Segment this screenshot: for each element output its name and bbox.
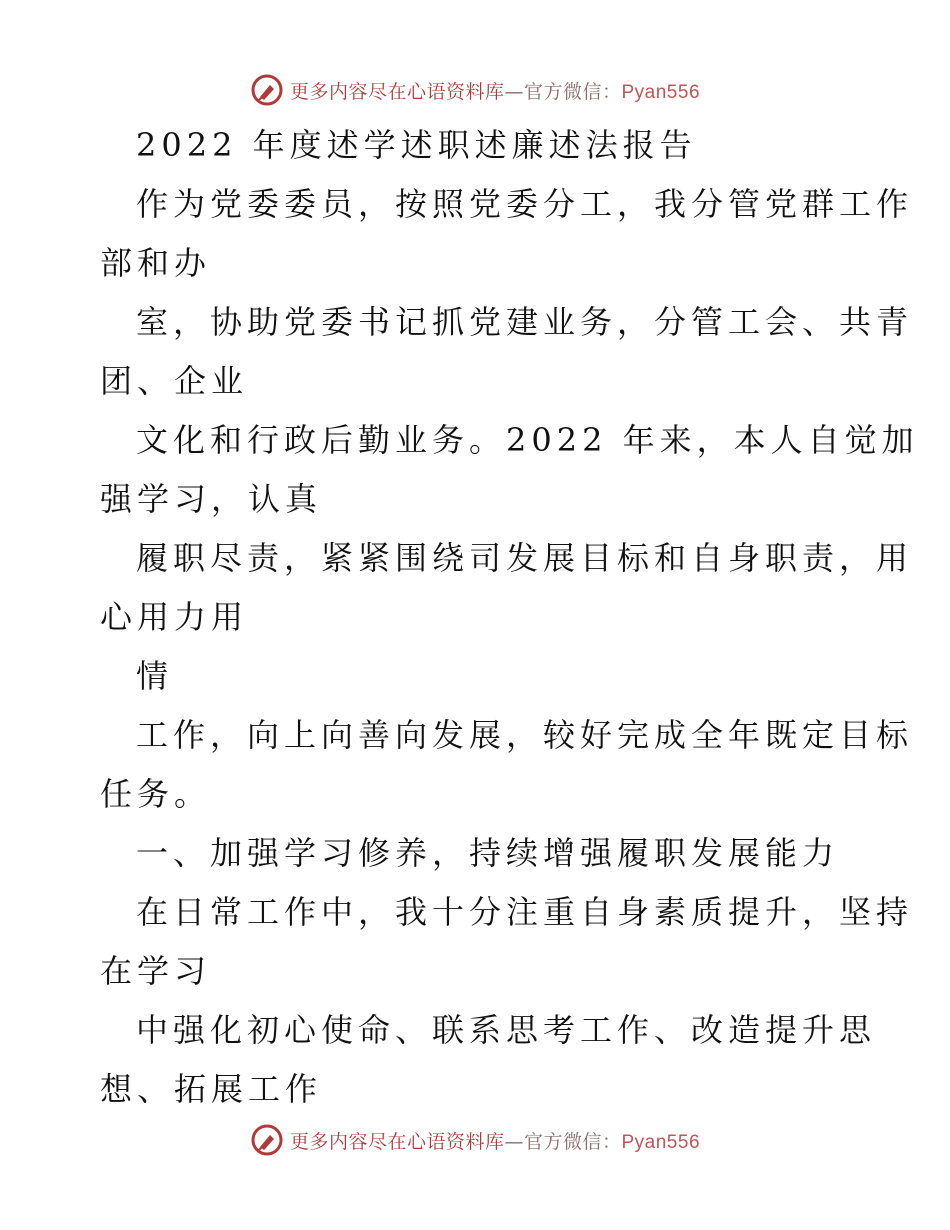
watermark-dash: — [504,80,524,103]
paragraph-line: 工作，向上向善向发展，较好完成全年既定目标 [136,716,914,754]
paragraph-line: 履职尽责，紧紧围绕司发展目标和自身职责，用 [136,539,914,577]
section-heading: 一、加强学习修养，持续增强履职发展能力 [136,834,840,872]
watermark-brand: 更多内容尽在心语资料库 [289,80,505,103]
paragraph-line: 情 [136,657,174,695]
footer-watermark [0,1122,950,1158]
paragraph-line: 在学习 [100,952,212,990]
paragraph-line: 团、企业 [100,362,249,400]
watermark-wechat-label: 官方微信： [523,1130,622,1153]
pen-nib-logo-icon [250,1123,284,1157]
paragraph-line: 任务。 [100,775,212,813]
paragraph-line: 想、拓展工作 [100,1070,323,1108]
header-watermark [0,72,950,108]
watermark-account: Pyan556 [621,1131,701,1153]
paragraph-line: 在日常工作中，我十分注重自身素质提升，坚持 [136,893,914,931]
watermark-dash: — [504,1130,524,1153]
paragraph-line: 心用力用 [100,598,249,636]
pen-nib-logo-icon [250,73,284,107]
paragraph-line: 中强化初心使命、联系思考工作、改造提升思 [136,1011,877,1049]
paragraph-line: 部和办 [100,244,212,282]
watermark-account: Pyan556 [621,81,701,103]
paragraph-line: 室，协助党委书记抓党建业务，分管工会、共青 [136,303,914,341]
watermark-text [290,1127,700,1154]
watermark-text [290,77,700,104]
paragraph-line: 作为党委委员，按照党委分工，我分管党群工作 [136,185,914,223]
document-title: 2022 年度述学述职述廉述法报告 [136,126,697,164]
paragraph-line: 强学习，认真 [100,480,323,518]
paragraph-line: 文化和行政后勤业务。2022 年来，本人自觉加 [136,421,919,459]
watermark-wechat-label: 官方微信： [523,80,622,103]
watermark-brand: 更多内容尽在心语资料库 [289,1130,505,1153]
